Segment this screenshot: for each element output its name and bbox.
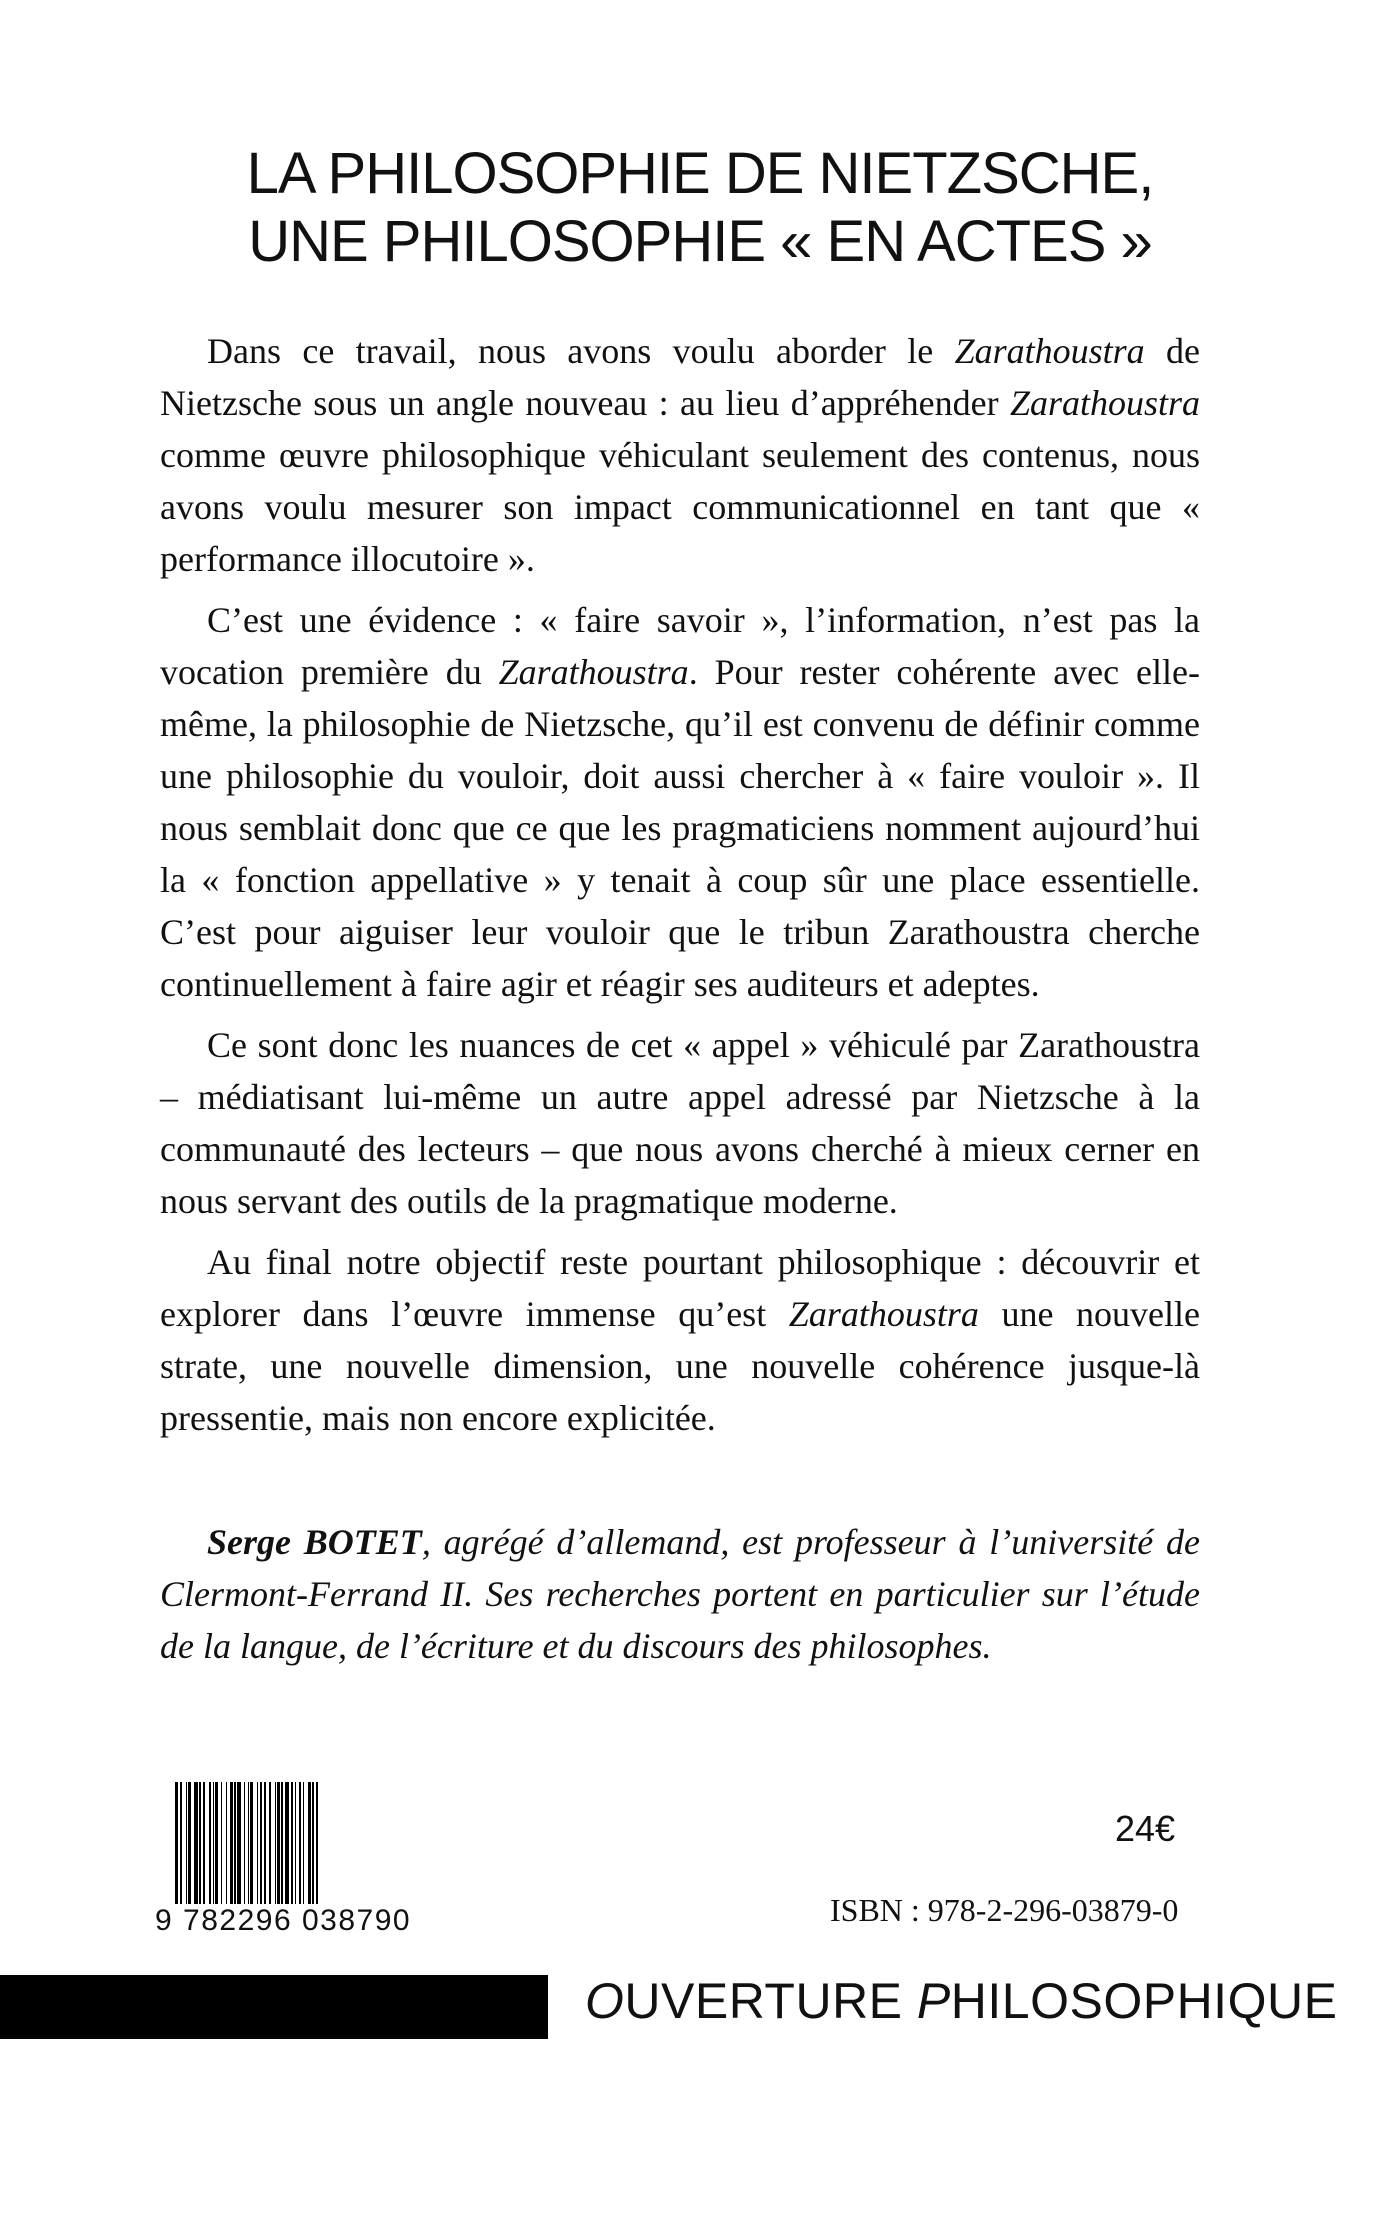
summary-paragraph [160, 1019, 1200, 1227]
work-title-italic: Zarathoustra [1009, 383, 1200, 423]
work-title-italic: Zarathoustra [498, 652, 689, 692]
author-name: Serge BOTET [207, 1522, 422, 1562]
summary-paragraph [160, 1236, 1200, 1444]
paragraph-text-run: Au final notre objectif reste pourtant philosophique : découvrir et explorer dans l’œuvre immense qu’est [160, 1242, 1200, 1334]
paragraph-text-run: Ce sont donc les nuances de cet « appel » véhiculé par Zarathoustra – médiatisant lui-même un autre appel adressé par Nietzsche à la communauté des lecteurs – que nous avons cherché à mieux cerner en nous servant des outils de la pragmatique moderne. [160, 1025, 1200, 1221]
barcode-bars [175, 1782, 435, 1904]
summary-paragraph [160, 594, 1200, 1010]
paragraph-text-run: une nouvelle strate, une nouvelle dimension, une nouvelle cohérence jusque-là pressentie, mais non encore explicitée. [160, 1294, 1200, 1438]
paragraph-text-run: C’est une évidence : « faire savoir », l’information, n’est pas la vocation première du [160, 600, 1200, 692]
barcode-bar [318, 1782, 321, 1904]
barcode [155, 1782, 455, 1942]
back-cover-summary [160, 325, 1200, 1453]
price: 24€ [1115, 1808, 1176, 1849]
isbn: ISBN : 978-2-296-03879-0 [830, 1892, 1179, 1928]
collection-name [585, 1972, 1337, 2030]
paragraph-text-run: Dans ce travail, nous avons voulu aborder le [207, 331, 955, 371]
author-bio-text: , agrégé d’allemand, est professeur à l’université de Clermont-Ferrand II. Ses recherches portent en particulier sur l’étude de la langue, de l’écriture et du discours des philosophes. [160, 1522, 1200, 1666]
barcode-digits: 9 782296 038790 [155, 1904, 412, 1937]
work-title-italic: Zarathoustra [954, 331, 1145, 371]
collection-word-1-rest: UVERTURE [624, 1973, 917, 2029]
collection-initial-o: O [585, 1973, 625, 2029]
collection-word-2-rest: HILOSOPHIQUE [950, 1973, 1338, 2029]
author-bio [160, 1516, 1200, 1672]
collection-initial-p: P [916, 1973, 951, 2029]
book-title [150, 140, 1250, 277]
paragraph-text-run: de Nietzsche sous un angle nouveau : au lieu d’appréhender [160, 331, 1200, 423]
work-title-italic: Zarathoustra [788, 1294, 979, 1334]
title-line-1: LA PHILOSOPHIE DE NIETZSCHE, [246, 141, 1154, 206]
paragraph-text-run: . Pour rester cohérente avec elle-même, la philosophie de Nietzsche, qu’il est convenu de définir comme une philosophie du vouloir, doit aussi chercher à « faire vouloir ». Il nous semblait donc que ce que les pragmaticiens nomment aujourd’hui la « fonction appellative » y tenait à coup sûr une place essentielle. C’est pour aiguiser leur vouloir que le tribun Zarathoustra cherche continuellement à faire agir et réagir ses auditeurs et adeptes. [160, 652, 1200, 1004]
title-line-2: UNE PHILOSOPHIE « EN ACTES » [248, 209, 1152, 275]
paragraph-text-run: comme œuvre philosophique véhiculant seulement des contenus, nous avons voulu mesurer son impact communicationnel en tant que « performance illocutoire ». [160, 435, 1200, 579]
summary-paragraph [160, 325, 1200, 585]
collection-band [0, 1975, 548, 2039]
